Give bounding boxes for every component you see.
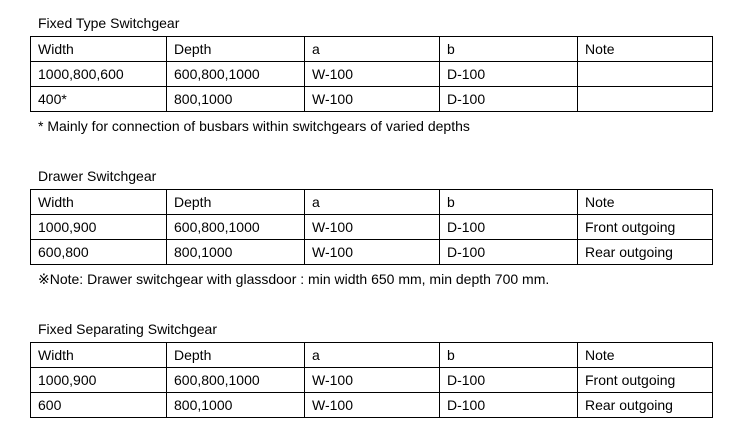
cell-depth: 800,1000 — [167, 240, 305, 265]
section-title-drawer: Drawer Switchgear — [38, 168, 157, 184]
header-width: Width — [31, 343, 167, 368]
drawer-footnote: ※Note: Drawer switchgear with glassdoor : min width 650 mm, min depth 700 mm. — [38, 271, 550, 287]
header-note: Note — [578, 37, 713, 62]
cell-b: D-100 — [440, 87, 578, 112]
cell-a: W-100 — [305, 240, 440, 265]
table-row — [31, 215, 713, 240]
header-depth: Depth — [167, 343, 305, 368]
table-header-row — [31, 343, 713, 368]
cell-width: 1000,900 — [31, 368, 167, 393]
header-width: Width — [31, 190, 167, 215]
table-row — [31, 368, 713, 393]
header-b: b — [440, 37, 578, 62]
header-b: b — [440, 190, 578, 215]
cell-width: 600 — [31, 393, 167, 418]
header-note: Note — [578, 190, 713, 215]
cell-a: W-100 — [305, 215, 440, 240]
cell-width: 1000,800,600 — [31, 62, 167, 87]
cell-b: D-100 — [440, 62, 578, 87]
cell-note — [578, 62, 713, 87]
cell-note: Rear outgoing — [578, 393, 713, 418]
fixed-separating-table — [30, 342, 713, 418]
fixed-type-table — [30, 36, 713, 112]
cell-note: Front outgoing — [578, 215, 713, 240]
header-depth: Depth — [167, 37, 305, 62]
fixed-type-footnote: * Mainly for connection of busbars within switchgears of varied depths — [38, 118, 470, 134]
cell-note — [578, 87, 713, 112]
cell-depth: 800,1000 — [167, 393, 305, 418]
cell-width: 600,800 — [31, 240, 167, 265]
cell-depth: 600,800,1000 — [167, 368, 305, 393]
header-width: Width — [31, 37, 167, 62]
table-header-row — [31, 37, 713, 62]
cell-a: W-100 — [305, 393, 440, 418]
header-a: a — [305, 343, 440, 368]
cell-note: Front outgoing — [578, 368, 713, 393]
table-row — [31, 62, 713, 87]
cell-b: D-100 — [440, 393, 578, 418]
cell-depth: 600,800,1000 — [167, 62, 305, 87]
cell-a: W-100 — [305, 87, 440, 112]
cell-b: D-100 — [440, 215, 578, 240]
header-a: a — [305, 37, 440, 62]
table-row — [31, 393, 713, 418]
table-row — [31, 87, 713, 112]
header-a: a — [305, 190, 440, 215]
header-note: Note — [578, 343, 713, 368]
cell-depth: 800,1000 — [167, 87, 305, 112]
table-row — [31, 240, 713, 265]
cell-note: Rear outgoing — [578, 240, 713, 265]
table-header-row — [31, 190, 713, 215]
cell-width: 1000,900 — [31, 215, 167, 240]
cell-a: W-100 — [305, 368, 440, 393]
section-title-fixed-separating: Fixed Separating Switchgear — [38, 321, 217, 337]
cell-a: W-100 — [305, 62, 440, 87]
cell-width: 400* — [31, 87, 167, 112]
header-depth: Depth — [167, 190, 305, 215]
drawer-table — [30, 189, 713, 265]
cell-b: D-100 — [440, 368, 578, 393]
header-b: b — [440, 343, 578, 368]
section-title-fixed-type: Fixed Type Switchgear — [38, 15, 180, 31]
cell-depth: 600,800,1000 — [167, 215, 305, 240]
cell-b: D-100 — [440, 240, 578, 265]
